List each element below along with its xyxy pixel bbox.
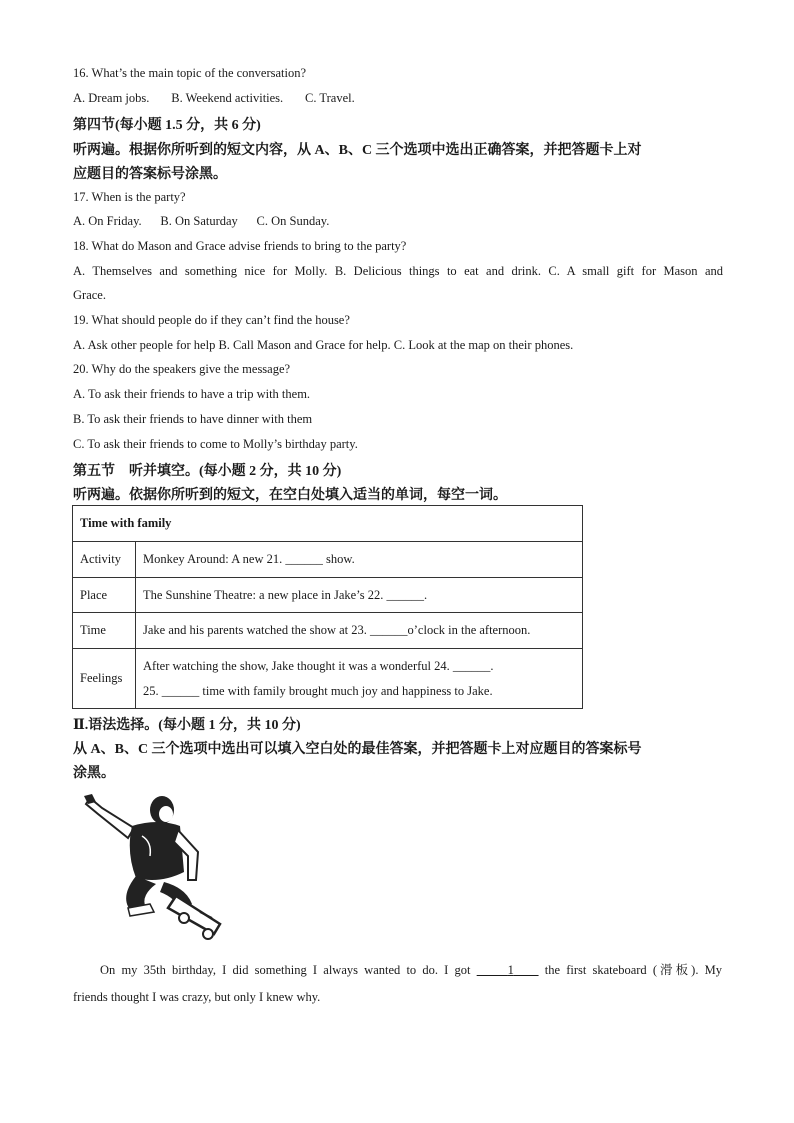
q18-question: 18. What do Mason and Grace advise friends to bring to the party? [73,239,407,253]
row-label: Time [73,613,136,649]
q17-options: A. On Friday. B. On Saturday C. On Sunday. [73,214,330,228]
q17-question: 17. When is the party? [73,190,186,204]
table-row [73,649,583,709]
part2-instruction-cont: 涂黑。 [73,766,115,781]
q19-options: A. Ask other people for help B. Call Mason and Grace for help. C. Look at the map on their phones. [73,338,574,352]
q16-options: A. Dream jobs. B. Weekend activities. C. Travel. [73,91,355,105]
q18-options-cont: Grace. [73,288,106,302]
q20-option-b: B. To ask their friends to have dinner with them [73,412,313,426]
table-row [73,578,583,613]
section4-instruction: 听两遍。根据你所听到的短文内容，从 A、B、C 三个选项中选出正确答案，并把答题卡上对 [73,143,642,158]
row-text: 25. ______ time with family brought much joy and happiness to Jake. [143,683,493,698]
row-label: Activity [73,542,136,578]
section5-heading: 第五节 听并填空。(每小题 2 分，共 10 分) [73,464,342,479]
passage-line-1 [100,960,722,978]
skateboarder-illustration [80,792,230,944]
table-row [73,542,583,578]
passage-text: the first skateboard (滑板). My [538,963,723,977]
q16-question: 16. What’s the main topic of the conversation? [73,66,307,80]
row-text: The Sunshine Theatre: a new place in Jake’s 22. ______. [136,578,583,613]
section4-instruction-cont: 应题目的答案标号涂黑。 [73,167,227,182]
row-label: Feelings [73,649,136,709]
row-label: Place [73,578,136,613]
part2-instruction: 从 A、B、C 三个选项中选出可以填入空白处的最佳答案，并把答题卡上对应题目的答案标号 [73,742,642,757]
table-row [73,613,583,649]
section4-heading: 第四节(每小题 1.5 分，共 6 分) [73,118,261,133]
table-title: Time with family [73,506,583,542]
fill-table [72,505,583,709]
row-text: Jake and his parents watched the show at 23. ______o’clock in the afternoon. [136,613,583,649]
row-text: After watching the show, Jake thought it was a wonderful 24. ______. [143,658,494,673]
q18-options: A. Themselves and something nice for Molly. B. Delicious things to eat and drink. C. A small gift for Mason and [73,264,723,278]
row-text: Monkey Around: A new 21. ______ show. [136,542,583,578]
q20-question: 20. Why do the speakers give the message? [73,362,291,376]
q20-option-a: A. To ask their friends to have a trip with them. [73,387,311,401]
part2-heading: Ⅱ.语法选择。(每小题 1 分，共 10 分) [73,718,301,733]
q19-question: 19. What should people do if they can’t find the house? [73,313,350,327]
blank-1: 1 [507,963,514,977]
passage-text: On my 35th birthday, I did something I always wanted to do. I got [100,963,477,977]
passage-line-2: friends thought I was crazy, but only I knew why. [73,990,321,1004]
q20-option-c: C. To ask their friends to come to Molly’s birthday party. [73,437,358,451]
section5-instruction: 听两遍。依据你所听到的短文，在空白处填入适当的单词，每空一词。 [73,488,507,503]
